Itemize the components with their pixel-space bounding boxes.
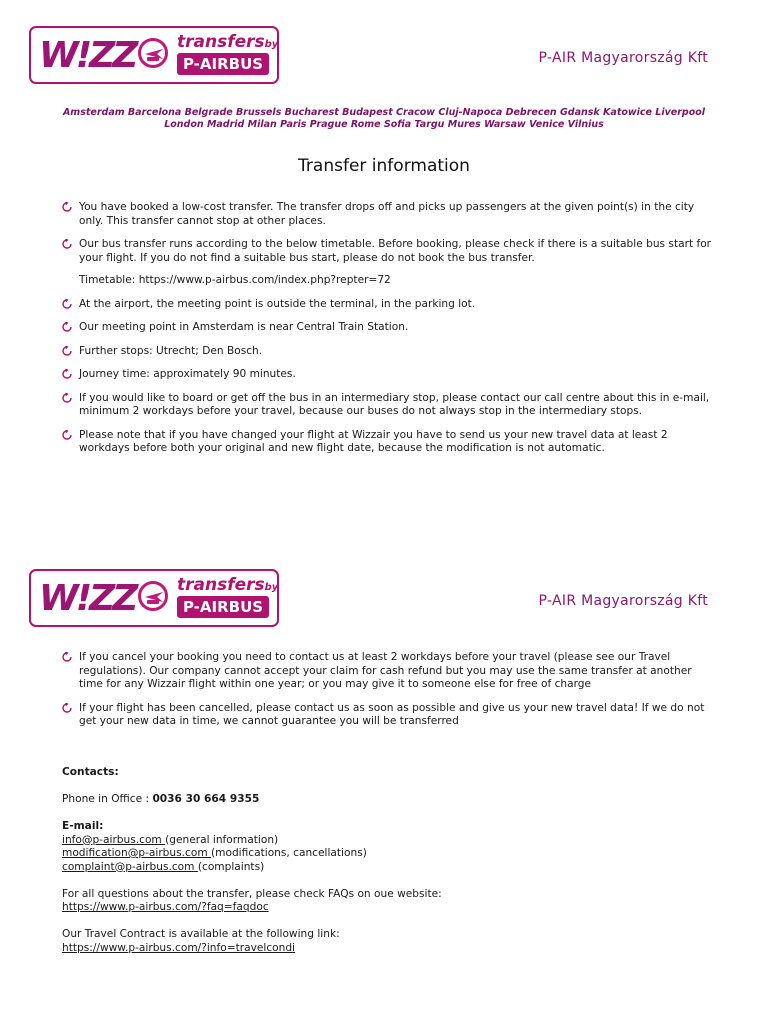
transfer-info-list <box>62 201 712 466</box>
page-title: Transfer information <box>298 156 470 176</box>
phone-line: Phone in Office : 0036 30 664 9355 <box>62 793 260 805</box>
list-item: If you cancel your booking you need to contact us at least 2 workdays before your travel (please see our Travel regulations). Our company cannot accept your claim for cash refund but you may use the same transfer at another time for any Wizzair flight within one year; or you may give it to someone else for free of charge <box>62 651 712 692</box>
transfers-label: transfersby <box>177 32 279 52</box>
company-name-bottom: P-AIR Magyarország Kft <box>538 593 708 609</box>
list-item: Please note that if you have changed your flight at Wizzair you have to send us your new travel data at least 2 workdays before both your original and new flight date, because the modification is not automatic. <box>62 429 712 456</box>
refresh-bullet-icon <box>62 239 72 249</box>
list-item: If you would like to board or get off the bus in an intermediary stop, please contact our call centre about this in e-mail, minimum 2 workdays before your travel, because our buses do not always stop in the intermediary stops. <box>62 392 712 419</box>
refresh-bullet-icon <box>62 703 72 713</box>
list-item: Our bus transfer runs according to the below timetable. Before booking, please check if there is a suitable bus start for your flight. If you do not find a suitable bus start, please do not book the bus transfer. <box>62 238 712 265</box>
email-link-complaint[interactable]: complaint@p-airbus.com <box>62 860 198 873</box>
plane-icon <box>138 38 168 68</box>
refresh-bullet-icon <box>62 393 72 403</box>
refresh-bullet-icon <box>62 202 72 212</box>
faq-link[interactable]: https://www.p-airbus.com/?faq=faqdoc <box>62 901 269 913</box>
list-item: Our meeting point in Amsterdam is near Central Train Station. <box>62 321 712 335</box>
cities-list: Amsterdam Barcelona Belgrade Brussels Bucharest Budapest Cracow Cluj-Napoca Debrecen Gdansk Katowice Liverpool London Madrid Milan Paris Prague Rome Sofia Targu Mures Warsaw Venice Vilnius <box>62 107 706 130</box>
logo-top <box>29 26 279 84</box>
refresh-bullet-icon <box>62 322 72 332</box>
list-item: At the airport, the meeting point is outside the terminal, in the parking lot. <box>62 298 712 312</box>
refresh-bullet-icon <box>62 369 72 379</box>
contacts-heading: Contacts: <box>62 766 119 778</box>
faq-text: For all questions about the transfer, please check FAQs on oue website: <box>62 887 442 900</box>
list-item: If your flight has been cancelled, please contact us as soon as possible and give us your new travel data! If we do not get your new data in time, we cannot guarantee you will be transferred <box>62 702 712 729</box>
list-item: Further stops: Utrecht; Den Bosch. <box>62 345 712 359</box>
plane-icon <box>138 581 168 611</box>
refresh-bullet-icon <box>62 346 72 356</box>
email-link-modification[interactable]: modification@p-airbus.com <box>62 847 212 859</box>
refresh-bullet-icon <box>62 430 72 440</box>
timetable-link[interactable]: Timetable: https://www.p-airbus.com/index.php?repter=72 <box>79 274 391 286</box>
company-name-top: P-AIR Magyarország Kft <box>538 50 708 66</box>
refresh-bullet-icon <box>62 652 72 662</box>
email-link-info[interactable]: info@p-airbus.com <box>62 833 166 846</box>
cancellation-info-list <box>62 651 712 739</box>
email-row: info@p-airbus.com (general information) <box>62 833 279 846</box>
wizz-wordmark: W!ZZ <box>39 35 136 76</box>
pairbus-badge: P-AIRBUS <box>177 53 269 75</box>
contacts-section <box>62 766 722 955</box>
wizz-wordmark: W!ZZ <box>39 578 136 619</box>
contract-text: Our Travel Contract is available at the following link: <box>62 928 340 940</box>
pairbus-badge: P-AIRBUS <box>177 596 269 618</box>
list-item: Journey time: approximately 90 minutes. <box>62 368 712 382</box>
logo-bottom <box>29 569 279 627</box>
phone-number: 0036 30 664 9355 <box>152 793 260 805</box>
contract-link[interactable]: https://www.p-airbus.com/?info=travelcondi <box>62 941 296 954</box>
transfers-label: transfersby <box>177 575 279 595</box>
email-heading: E-mail: <box>62 820 104 832</box>
email-row: modification@p-airbus.com (modifications, cancellations) <box>62 847 367 859</box>
refresh-bullet-icon <box>62 299 72 309</box>
email-row: complaint@p-airbus.com (complaints) <box>62 860 265 873</box>
list-item: You have booked a low-cost transfer. The transfer drops off and picks up passengers at the given point(s) in the city only. This transfer cannot stop at other places. <box>62 201 712 228</box>
